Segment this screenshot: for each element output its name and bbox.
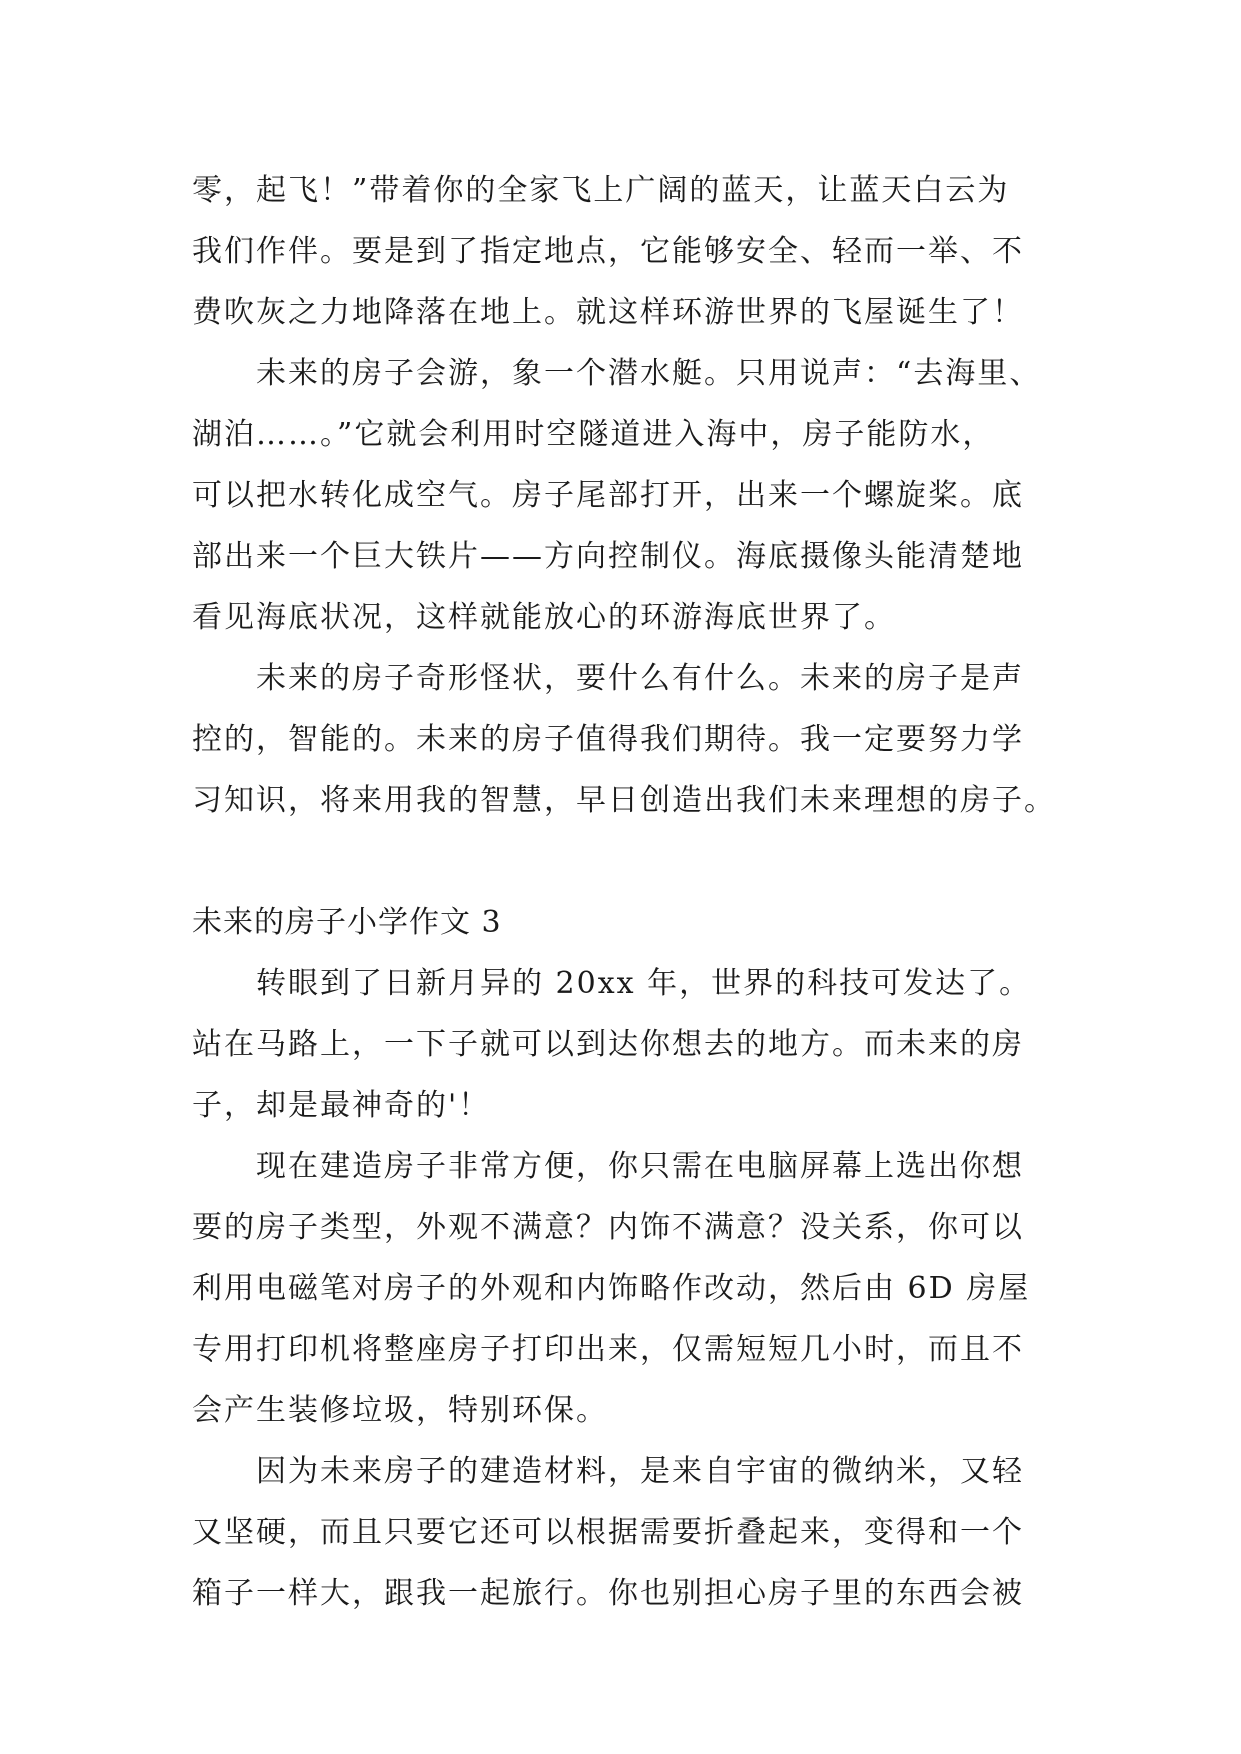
paragraph-line: 习知识，将来用我的智慧，早日创造出我们未来理想的房子。 <box>192 783 1056 818</box>
paragraph-intro <box>192 953 1062 1136</box>
paragraph-line: 部出来一个巨大铁片——方向控制仪。海底摄像头能清楚地 <box>192 539 1024 574</box>
paragraph-materials <box>192 1441 1062 1624</box>
paragraph-line: 又坚硬，而且只要它还可以根据需要折叠起来，变得和一个 <box>192 1515 1024 1550</box>
paragraph-line: 子，却是最神奇的'！ <box>192 1088 491 1123</box>
document-body <box>192 160 1062 1624</box>
paragraph-line: 费吹灰之力地降落在地上。就这样环游世界的飞屋诞生了！ <box>192 295 1024 330</box>
paragraph-line: 看见海底状况，这样就能放心的环游海底世界了。 <box>192 600 896 635</box>
paragraph-line: 会产生装修垃圾，特别环保。 <box>192 1393 608 1428</box>
paragraph-line: 要的房子类型，外观不满意？内饰不满意？没关系，你可以 <box>192 1210 1024 1245</box>
paragraph-line: 零，起飞！”带着你的全家飞上广阔的蓝天，让蓝天白云为 <box>192 173 1010 208</box>
paragraph-line: 未来的房子奇形怪状，要什么有什么。未来的房子是声 <box>256 661 1024 696</box>
paragraph-line: 我们作伴。要是到了指定地点，它能够安全、轻而一举、不 <box>192 234 1024 269</box>
paragraph-underwater-house <box>192 343 1062 648</box>
paragraph-continued <box>192 160 1062 343</box>
paragraph-line: 未来的房子会游，象一个潜水艇。只用说声：“去海里、 <box>256 356 1042 391</box>
paragraph-line: 现在建造房子非常方便，你只需在电脑屏幕上选出你想 <box>256 1149 1024 1184</box>
paragraph-line: 利用电磁笔对房子的外观和内饰略作改动，然后由 6D 房屋 <box>192 1271 1031 1306</box>
section-heading: 未来的房子小学作文 3 <box>192 905 502 940</box>
paragraph-construction <box>192 1136 1062 1441</box>
section-spacer <box>192 831 1062 892</box>
paragraph-line: 专用打印机将整座房子打印出来，仅需短短几小时，而且不 <box>192 1332 1024 1367</box>
paragraph-line: 箱子一样大，跟我一起旅行。你也别担心房子里的东西会被 <box>192 1576 1024 1611</box>
paragraph-line: 转眼到了日新月异的 20xx 年，世界的科技可发达了。 <box>256 966 1032 1001</box>
paragraph-conclusion <box>192 648 1062 831</box>
paragraph-line: 因为未来房子的建造材料，是来自宇宙的微纳米，又轻 <box>256 1454 1024 1489</box>
paragraph-line: 控的，智能的。未来的房子值得我们期待。我一定要努力学 <box>192 722 1024 757</box>
paragraph-line: 可以把水转化成空气。房子尾部打开，出来一个螺旋桨。底 <box>192 478 1024 513</box>
paragraph-line: 站在马路上，一下子就可以到达你想去的地方。而未来的房 <box>192 1027 1024 1062</box>
paragraph-line: 湖泊……。”它就会利用时空隧道进入海中，房子能防水， <box>192 417 995 452</box>
